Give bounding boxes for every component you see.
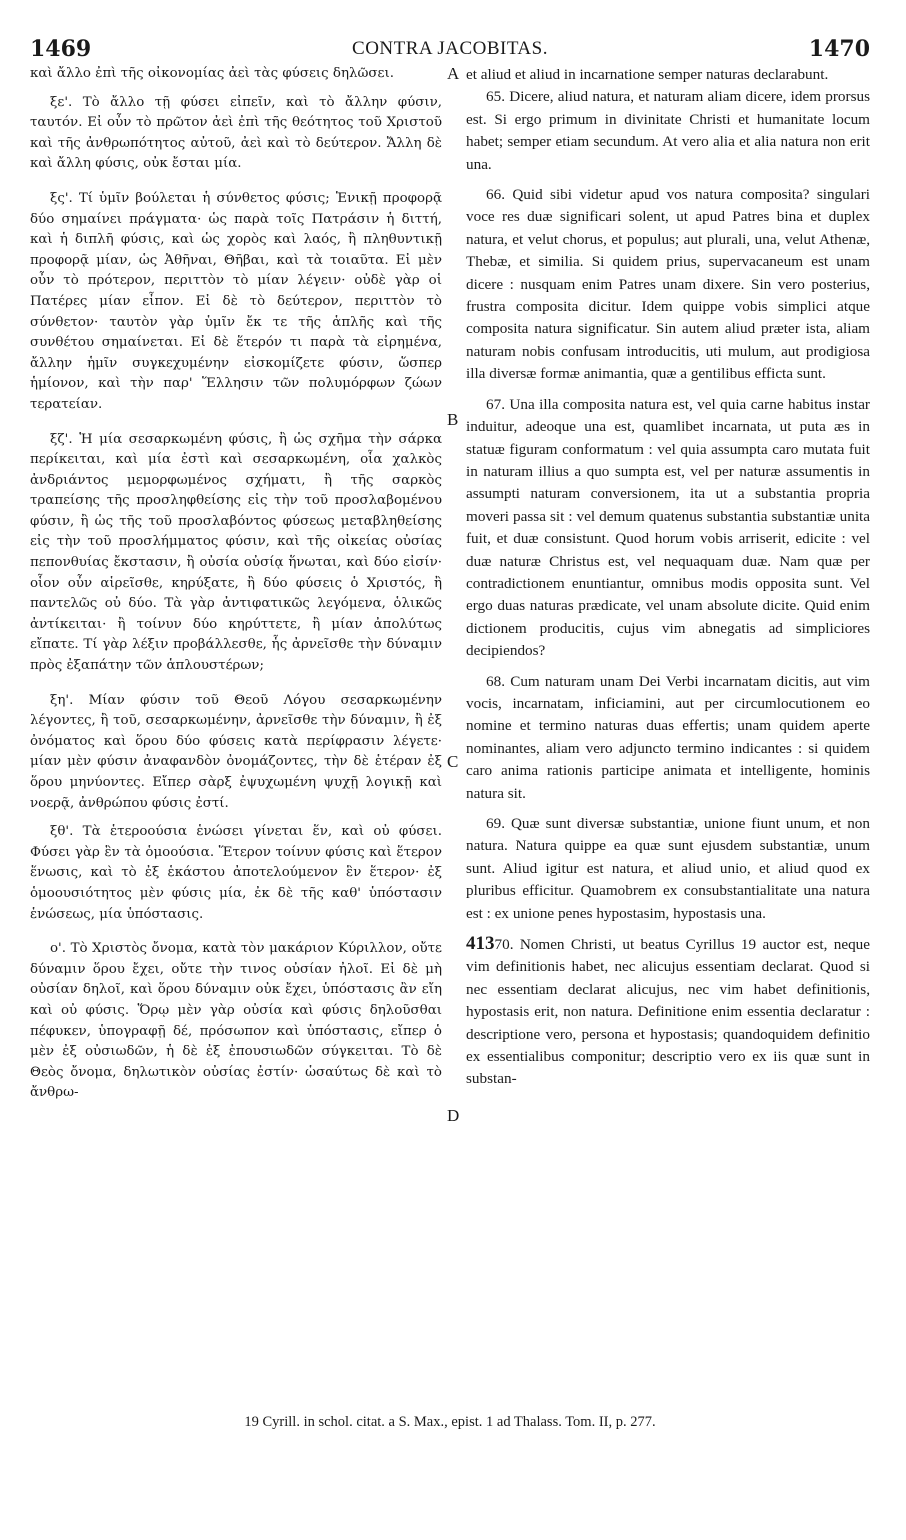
margin-letter-b: B [447,410,459,429]
greek-paragraph-67: ξζ'. Ἡ μία σεσαρκωμένη φύσις, ἢ ὡς σχῆμα τὴν σάρκα περίκειται, καὶ μία ἐστὶ καὶ σεσαρκωμένη, οἷα χαλκὸς ἀνδριάντος μεμορφωμένος σχήματι, ἢ τῆς σαρκὸς τραπείσης τῆς προσληφθείσης εἰς τὴν τοῦ προσλαβομένου φύσιν, ἢ ὡς τῆς τοῦ προσλαβόντος φύσεως μεταβληθείσης εἰς τὴν τοῦ προσλήμματος φύσιν, καὶ τῆς οἰκείας οὐσίας πεπονθυίας ἔκστασιν, ἢ οὐσία οὐσίᾳ ἥνωται, καὶ δύο εἰσίν· οἷον οὖν αἱρεῖσθε, κηρύξατε, ἢ δύο φύσεις ὁ Χριστός, ἢ παντελῶς οὐ δύο. Τὰ γὰρ ἀντιφατικῶς λεγόμενα, ὁλικῶς ἀντίκειται· ἢ τοίνυν δύο κηρύττετε, ἢ μίαν ἀπολύτως εἴπατε. Τί γὰρ λέξιν προβάλλεσθε, ἧς ἀρνεῖσθε τὴν δύναμιν πρὸς ἐξαπάτην τῶν ἁπλουστέρων; [30,431,442,674]
greek-paragraph-68: ξη'. Μίαν φύσιν τοῦ Θεοῦ Λόγου σεσαρκωμένην λέγοντες, ἢ τοῦ, σεσαρκωμένην, ἀρνεῖσθε τὴν δύναμιν, ἢ ἐξ ὀνόματος καὶ ὅρου δύο φύσεις κατὰ περίφρασιν λέγετε· μίαν μὲν φύσιν ἀναφανδὸν ὀνομάζοντες, τὴν δὲ ἑτέραν ἐξ ὅρου μηνύοντες. Εἴπερ σὰρξ ἐψυχωμένη ψυχῇ λογικῇ καὶ νοερᾷ, ἀνθρώπου φύσις ἐστί. [30,692,442,811]
greek-paragraph-69: ξθ'. Τὰ ἑτεροούσια ἑνώσει γίνεται ἕν, καὶ οὐ φύσει. Φύσει γὰρ ἓν τὰ ὁμοούσια. Ἕτερον τοίνυν φύσις καὶ ἕτερον ἕνωσις, καὶ τὸ ἐξ ἑκάστου ἀποτελούμενον ἓν ἕτερον· ἐξ ὁμοουσιότητος μὲν φύσις μία, ἐκ δὲ τῆς καθ' ὑπόστασιν ἑνώσεως, μία ὑπόστασις. [30,824,442,922]
greek-column [30,64,442,1104]
margin-letter-d: D [447,1106,460,1125]
latin-column [466,64,870,1091]
latin-paragraph-67: 67. Una illa composita natura est, vel quia carne habitus instar induitur, adeoque una est, quamlibet incarnata, ut puta æs in statuæ figuram conformatum : vel quia assumpta caro mutata fuit in naturam illius a quo sumpta est, vel per naturæ assumentis in assumpti naturam conversionem, ita ut a substantia propria moveri passa sit : vel demum quatenus substantia substantiæ unita fuit, et duæ consistunt. Quod horum vobis arriserit, edicite : vel duæ naturæ Christus est, vel nequaquam duæ. Nam quæ per contradictionem enuntiantur, omnibus modis opposita sunt. Vel ergo duas naturas prædicate, vel unam absolute dicite. Quid enim dictionem producitis, cujus vim abnegatis ad simpliciores decipiendos? [466,395,870,660]
page-header [30,36,870,66]
page-number-left: 1469 [30,36,92,62]
latin-paragraph-66: 66. Quid sibi videtur apud vos natura composita? singulari voce res duæ significari solent, ut apud Patres bina et duplex natura, et velut chorus, et populus; aut plurali, una, velut Athenæ, Thebæ, et similia. Si quidem prius, supervacaneum est unam dicere : nusquam enim Patres unam dixere. Sin vero posterius, frustra composita dicitur. Idem quippe vobis simplici atque composita natura significatur. Sin autem aliud præter ista, aliam naturam nobis confusam introducitis, uti mulum, aut prodigiosa illa diversæ formæ animantia, quæ a gentilibus efficta sunt. [466,186,870,383]
running-title: CONTRA JACOBITAS. [352,38,548,59]
column-marker: 413 [466,933,495,955]
latin-paragraph-69: 69. Quæ sunt diversæ substantiæ, unione fiunt unum, et non natura. Natura quippe ea quæ sunt ejusdem substantiæ, unum sunt. Aliud igitur est natura, et aliud unio, et aliud quod ex pluribus efficitur. Quamobrem ex consubstantialitate una natura est : ex unione penes hypostasim, hypostasis una. [466,815,870,922]
margin-letter-c: C [447,752,459,771]
greek-paragraph-0: καὶ ἄλλο ἐπὶ τῆς οἰκονομίας ἀεὶ τὰς φύσεις δηλῶσει. [30,66,394,81]
latin-paragraph-65: 65. Dicere, aliud natura, et naturam aliam dicere, idem prorsus est. Si ergo primum in divinitate Christi et humanitate locum habet; semper etiam secundum. At vero alia et alia natura non erit una. [466,88,870,173]
greek-paragraph-65: ξε'. Τὸ ἄλλο τῇ φύσει εἰπεῖν, καὶ τὸ ἄλλην φύσιν, ταυτόν. Εἰ οὖν τὸ πρῶτον ἀεὶ ἐπὶ τῆς θεότητος τοῦ Χριστοῦ καὶ τῆς ἀνθρωπότητος αὐτοῦ, ἀεὶ καὶ τὸ δεύτερον. Ἄλλη δὲ καὶ ἄλλη φύσις, οὐκ ἔσται μία. [30,94,442,172]
greek-paragraph-66: ξς'. Τί ὑμῖν βούλεται ἡ σύνθετος φύσις; Ἑνικῇ προφορᾷ δύο σημαίνει πράγματα· ὡς παρὰ τοῖς Πατράσιν ἡ διττή, καὶ ἡ διπλῆ φύσις, καὶ ὡς χορὸς καὶ λαός, ἢ πληθυντικῇ προφορᾷ μίαν, ὡς Ἀθῆναι, Θῆβαι, καὶ τὰ τοιαῦτα. Εἰ μὲν οὖν τὸ πρότερον, περιττὸν τὸ μίαν λέγειν· οὐδὲ γὰρ οἱ Πατέρες μίαν εἶπον. Εἰ δὲ τὸ δεύτερον, περιττὸν τὸ σύνθετον· ταυτὸν γὰρ ὑμῖν ἔκ τε τῆς ἁπλῆς καὶ τῆς συνθέτου σημαίνεται. Εἰ δὲ ἕτερόν τι παρὰ τὰ εἰρημένα, ἄλλην ἡμῖν συγκεχυμένην εἰσκομίζετε φύσιν, ὥσπερ ἡμίονον, καὶ τὴν παρ' Ἕλλησιν τῶν πολυμόρφων ζώων τερατείαν. [30,190,442,412]
footnote: 19 Cyrill. in schol. citat. a S. Max., epist. 1 ad Thalass. Tom. II, p. 277. [244,1414,656,1430]
latin-paragraph-68: 68. Cum naturam unam Dei Verbi incarnatam dicitis, aut vim vocis, incarnatam, inficiamini, aut per circumlocutionem eo nomine et termino naturas duas effertis; unam quidem aperte nominantes, aliam vero adjuncto termino indicantes : si quidem caro anima rationis participe animata et intelligente, hominis natura sit. [466,672,870,802]
page-number-right: 1470 [808,36,870,62]
margin-letter-a: A [447,64,460,83]
latin-paragraph-0: et aliud et aliud in incarnatione semper naturas declarabunt. [466,66,829,83]
latin-paragraph-70 [466,933,870,1091]
greek-paragraph-70: ο'. Τὸ Χριστὸς ὄνομα, κατὰ τὸν μακάριον Κύριλλον, οὔτε δύναμιν ὅρου ἔχει, οὔτε τὴν τινος οὐσίαν ἠλοῖ. Εἰ δὲ μὴ οὐσίαν δηλοῖ, καὶ ὅρου δύναμιν οὐκ ἔχει, ὑπόστασις ἂν εἴη καὶ οὐ φύσις. Ὅρῳ μὲν γὰρ οὐσία καὶ φύσις δηλοῦσθαι πέφυκεν, ὑπογραφῇ δέ, πρόσωπον καὶ ὑπόστασις, εἴπερ ὁ μὲν ἐξ οὐσιωδῶν, ἡ δὲ ἐξ ἐπουσιωδῶν σύγκειται. Τὸ δὲ Θεὸς ὄνομα, δηλωτικὸν οὐσίας ἐστίν· ὡσαύτως δὲ καὶ τὸ ἄνθρω- [30,941,442,1101]
latin-paragraph-70-text: 70. Nomen Christi, ut beatus Cyrillus 19 auctor est, neque vim definitionis habet, nec alicujus essentiam declarat. Quod si nec essentiam declarat alicujus, nec vim habet definitionis, hypostasis erit, non natura. Definitione enim essentia declaratur : descriptione vero, persona et hypostasis; quandoquidem definitio ex essentialibus componitur; descriptio vero ex iis quæ sunt in substan- [466,936,870,1088]
